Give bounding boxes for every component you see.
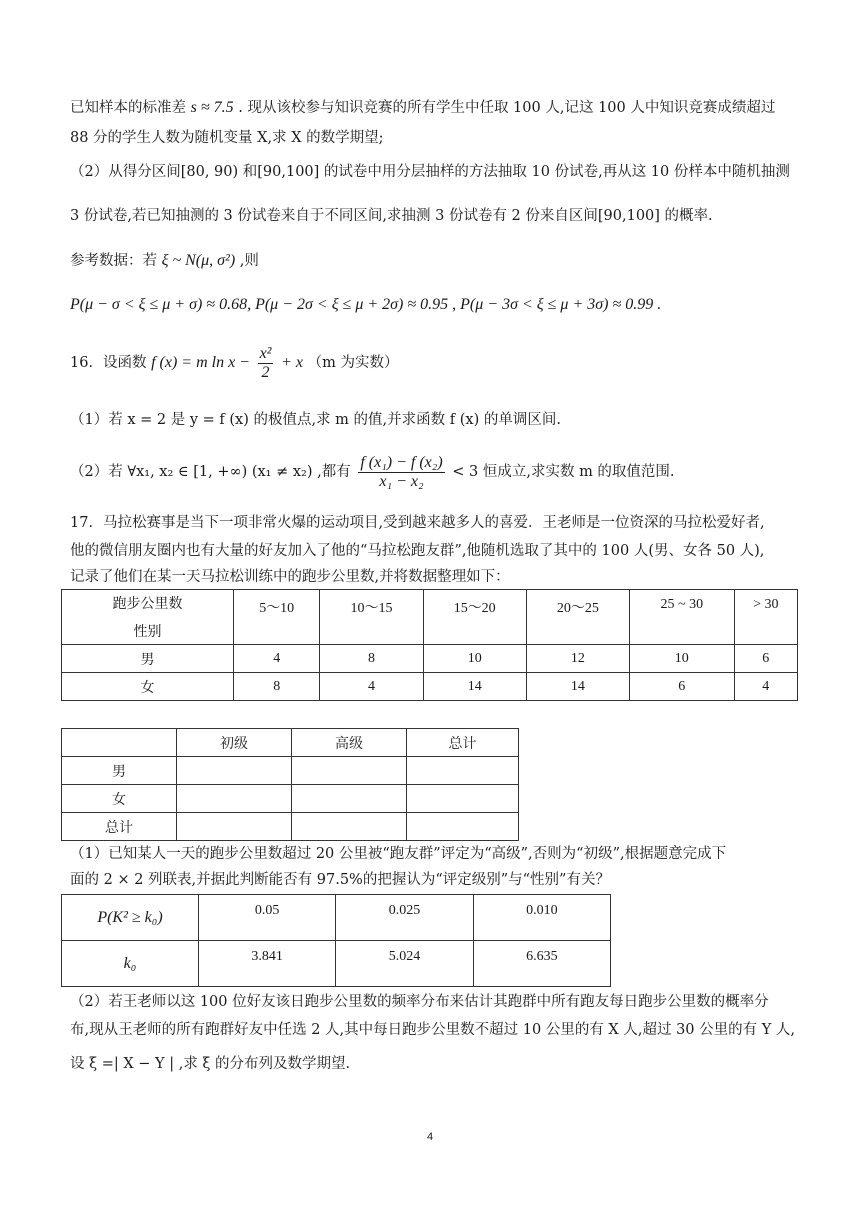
fraction-denominator: x₁ − x₂ [379, 472, 424, 490]
table-cell: 4 [734, 673, 797, 701]
column-header: 25 ~ 30 [630, 590, 735, 645]
question-17-part-2: 布,现从王老师的所有跑群好友中任选 2 人,其中每日跑步公里数不超过 10 公里的有 X 人,超过 30 公里的有 Y 人, [70, 1022, 796, 1038]
question-17-line: 他的微信朋友圈内也有大量的好友加入了他的“马拉松跑友群”,他随机选取了其中的 100 人(男、女各 50 人), [70, 543, 765, 559]
row-label: 女 [62, 673, 234, 701]
table-cell: 8 [320, 645, 423, 673]
text-segment: < 3 恒成立,求实数 m 的取值范围. [452, 464, 675, 480]
reference-formula: P(μ − σ < ξ ≤ μ + σ) ≈ 0.68, P(μ − 2σ < ξ ≤ μ + 2σ) ≈ 0.95 , P(μ − 3σ < ξ ≤ μ + 3σ) ≈ 0.99 . [70, 296, 662, 313]
question-17-part-1: （1）已知某人一天的跑步公里数超过 20 公里被“跑友群”评定为“高级”,否则为“初级”,根据题意完成下 [70, 846, 727, 862]
table-row [62, 895, 611, 941]
row-label: 男 [62, 757, 177, 785]
column-header: 15～20 [423, 590, 526, 645]
column-header: 高级 [292, 729, 407, 757]
table-cell [177, 813, 292, 841]
table-cell: 4 [234, 645, 320, 673]
text-line [70, 251, 259, 271]
math-expression: f (x) = m ln x − [151, 354, 250, 371]
text-line [70, 98, 775, 118]
row-label: k₀ [62, 941, 199, 987]
header-gender-label: 性别 [133, 625, 162, 640]
text-line: 3 份试卷,若已知抽测的 3 份试卷来自于不同区间,求抽测 3 份试卷有 2 份来自区间[90,100] 的概率. [70, 208, 713, 224]
text-segment: 参考数据：若 [70, 253, 157, 269]
table-cell [407, 757, 519, 785]
table-row [62, 645, 798, 673]
table-cell [177, 785, 292, 813]
header-distance-label: 跑步公里数 [112, 597, 183, 612]
table-cell: 5.024 [336, 941, 473, 987]
question-17-part-2: 设 ξ =| X − Y | ,求 ξ 的分布列及数学期望. [70, 1056, 351, 1072]
table-cell [292, 757, 407, 785]
header-cell [62, 590, 234, 645]
table-cell [407, 813, 519, 841]
fraction [258, 345, 274, 382]
table-cell: 12 [526, 645, 629, 673]
row-label: 总计 [62, 813, 177, 841]
question-17-part-2: （2）若王老师以这 100 位好友该日跑步公里数的频率分布来估计其跑群中所有跑友每日跑步公里数的概率分 [70, 994, 769, 1010]
math-expression: ξ ~ N(μ, σ²) [161, 252, 236, 269]
table-row [62, 729, 519, 757]
table-row [62, 785, 519, 813]
table-cell: 4 [320, 673, 423, 701]
distance-table [61, 589, 798, 701]
fraction-numerator: x² [259, 344, 272, 362]
column-header: 20～25 [526, 590, 629, 645]
table-row [62, 941, 611, 987]
question-17-part-1: 面的 2 × 2 列联表,并据此判断能否有 97.5%的把握认为“评定级别”与“性别”有关？ [70, 872, 610, 888]
text-segment: （2）若 ∀x₁, x₂ ∈ [1, +∞) (x₁ ≠ x₂) ,都有 [70, 464, 351, 480]
table-cell [177, 757, 292, 785]
question-16-part-1: （1）若 x = 2 是 y = f (x) 的极值点,求 m 的值,并求函数 f (x) 的单调区间. [70, 412, 561, 428]
table-row [62, 813, 519, 841]
table-cell [407, 785, 519, 813]
page-number: 4 [426, 1131, 434, 1143]
table-cell: 14 [526, 673, 629, 701]
table-cell: 0.025 [336, 895, 473, 941]
table-cell: 3.841 [199, 941, 336, 987]
table-row [62, 673, 798, 701]
question-16 [70, 343, 398, 383]
text-segment: ,则 [239, 253, 259, 269]
question-number: 16．设函数 [70, 355, 147, 371]
text-line: 88 分的学生人数为随机变量 X,求 X 的数学期望; [70, 130, 384, 146]
column-header: 总计 [407, 729, 519, 757]
table-cell: 6.635 [473, 941, 610, 987]
table-cell: 6 [734, 645, 797, 673]
table-cell: 0.05 [199, 895, 336, 941]
table-cell [292, 785, 407, 813]
column-header: 10～15 [320, 590, 423, 645]
text-line: （2）从得分区间[80, 90) 和[90,100] 的试卷中用分层抽样的方法抽取 10 份试卷,再从这 10 份样本中随机抽测 [70, 164, 790, 180]
table-cell [292, 813, 407, 841]
text-segment: . 现从该校参与知识竞赛的所有学生中任取 100 人,记这 100 人中知识竞赛成绩超过 [238, 100, 776, 116]
math-expression: s ≈ 7.5 [190, 99, 234, 116]
table-cell: 10 [630, 645, 735, 673]
critical-value-table [61, 894, 611, 987]
text-segment: 已知样本的标准差 [70, 100, 186, 116]
question-17-line: 17．马拉松赛事是当下一项非常火爆的运动项目,受到越来越多人的喜爱．王老师是一位资深的马拉松爱好者, [70, 515, 765, 531]
row-label: 男 [62, 645, 234, 673]
row-label: 女 [62, 785, 177, 813]
fraction-numerator: f (x₁) − f (x₂) [360, 453, 443, 471]
math-expression: + x [281, 354, 303, 371]
row-label: P(K² ≥ k₀) [62, 895, 199, 941]
fraction [358, 454, 444, 491]
table-cell: 6 [630, 673, 735, 701]
table-row [62, 757, 519, 785]
contingency-table [61, 728, 519, 841]
column-header: 5～10 [234, 590, 320, 645]
table-cell: 8 [234, 673, 320, 701]
column-header [62, 729, 177, 757]
fraction-denominator: 2 [261, 363, 270, 381]
text-segment: （m 为实数） [307, 355, 399, 371]
question-16-part-2 [70, 452, 675, 492]
table-cell: 14 [423, 673, 526, 701]
question-17-line: 记录了他们在某一天马拉松训练中的跑步公里数,并将数据整理如下： [70, 569, 510, 585]
column-header: 初级 [177, 729, 292, 757]
column-header: > 30 [734, 590, 797, 645]
table-cell: 10 [423, 645, 526, 673]
table-cell: 0.010 [473, 895, 610, 941]
